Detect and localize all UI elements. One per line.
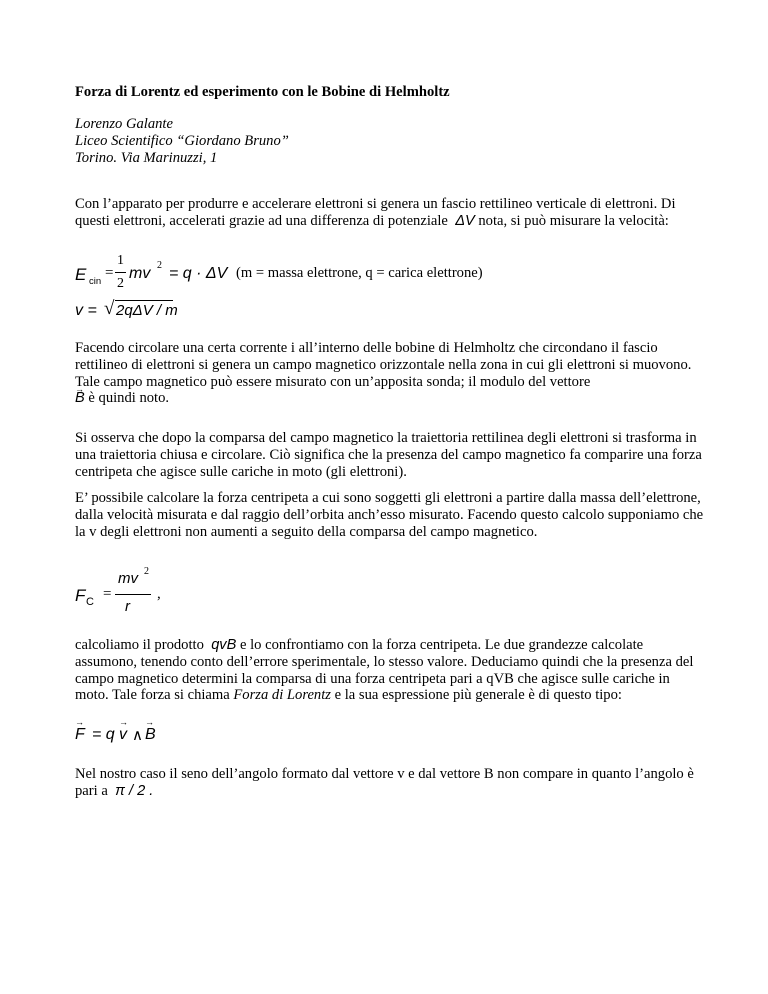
paragraph-observation: Si osserva che dopo la comparsa del campo magnetico la traiettoria rettilinea degli elettroni si trasforma in una traiettoria chiusa e circolare. Ciò significa che la presenza del campo magnetico fa comparire una forza centripeta che agisce sulle cariche in moto (gli elettroni). — [75, 430, 702, 480]
sqrt-icon: √ — [104, 298, 115, 319]
eq-v-radicand: 2qΔV / m — [116, 302, 178, 319]
eq-fc-square: 2 — [144, 566, 149, 577]
eq-q-delta-v: = q · ΔV — [169, 265, 228, 282]
eq-fc-numerator: mv — [118, 570, 138, 587]
eq-f-equals-q: = q — [92, 726, 115, 743]
paragraph-intro-end: nota, si può misurare la velocità: — [478, 212, 669, 229]
eq-fc-equals: = — [103, 586, 112, 602]
eq-v-lhs: v = — [75, 302, 97, 319]
author-block — [75, 116, 705, 166]
delta-v-symbol: ΔV — [455, 212, 475, 229]
author-name: Lorenzo Galante — [75, 116, 173, 132]
paragraph-helmholtz-text: Facendo circolare una certa corrente i all’interno delle bobine di Helmholtz che circondano il fascio rettilineo di elettroni si genera un campo magnetico orizzontale nella zona in cui gli elettroni si muovono. Tale campo magnetico può essere misurato con un’apposita sonda; il modulo del vettore — [75, 340, 692, 390]
eq-b-vector: → B — [145, 726, 156, 744]
eq-fc-symbol: F — [75, 586, 86, 605]
paragraph-helmholtz — [75, 340, 705, 407]
sqrt-bar — [115, 300, 173, 301]
eq-fraction-num: 1 — [117, 253, 124, 268]
paragraph-intro-text: Con l’apparato per produrre e accelerare elettroni si genera un fascio rettilineo verticale di elettroni. Di questi elettroni, accelerati grazie ad una differenza di potenziale — [75, 196, 676, 229]
pi-half-symbol: π / 2 . — [115, 782, 154, 799]
eq-mv: mv — [129, 265, 151, 282]
paragraph-conclusion-text: Nel nostro caso il seno dell’angolo formato dal vettore v e dal vettore B non compare in quanto l’angolo è pari a — [75, 766, 694, 799]
eq-fc-comma: , — [157, 586, 161, 602]
lorentz-force-term: Forza di Lorentz — [233, 687, 331, 704]
qvb-symbol: qvB — [211, 637, 237, 653]
eq-fc-subscript: C — [86, 596, 94, 608]
paragraph-intro — [75, 196, 705, 230]
eq-note: (m = massa elettrone, q = carica elettrone) — [236, 265, 483, 281]
eq-fraction-den: 2 — [117, 276, 124, 291]
eq-fc-fraction-bar — [115, 594, 151, 595]
author-address: Torino. Via Marinuzzi, 1 — [75, 149, 218, 166]
paragraph-lorentz-mid: e lo confrontiamo con la forza centripeta. Le due grandezze calcolate assumono, tenendo conto dell’errore sperimentale, lo stesso valore. Deduciamo quindi che la presenza del campo magnetico determini la comparsa di una forza centripeta pari a qVB che agisce sulle cariche in moto. Tale forza si chiama — [75, 637, 694, 704]
paragraph-conclusion — [75, 766, 705, 800]
eq-e-subscript: cin — [89, 276, 102, 287]
wedge-icon: ∧ — [132, 728, 143, 744]
eq-v-vector: → v — [119, 726, 127, 744]
eq-fraction-bar — [115, 272, 126, 273]
paragraph-lorentz — [75, 637, 705, 704]
author-school: Liceo Scientifico “Giordano Bruno” — [75, 132, 289, 149]
eq-e-symbol: E — [75, 265, 87, 284]
paragraph-lorentz-end: e la sua espressione più generale è di questo tipo: — [334, 687, 622, 704]
eq-f-vector: → F — [75, 726, 85, 744]
paragraph-centripetal: E’ possibile calcolare la forza centripeta a cui sono soggetti gli elettroni a partire dalla massa dell’elettrone, dalla velocità misurata e dal raggio dell’orbita anch’esso misurato. Facendo questo calcolo supponiamo che la v degli elettroni non aumenti a seguito della comparsa del campo magnetico. — [75, 490, 704, 540]
vector-b-symbol: → B — [75, 390, 85, 407]
eq-equals: = — [105, 265, 114, 281]
paragraph-helmholtz-end: è quindi noto. — [88, 390, 170, 407]
paragraph-lorentz-text: calcoliamo il prodotto — [75, 637, 204, 653]
eq-square: 2 — [157, 260, 162, 271]
eq-fc-denominator: r — [125, 598, 130, 615]
document-title: Forza di Lorentz ed esperimento con le Bobine di Helmholtz — [75, 84, 450, 100]
